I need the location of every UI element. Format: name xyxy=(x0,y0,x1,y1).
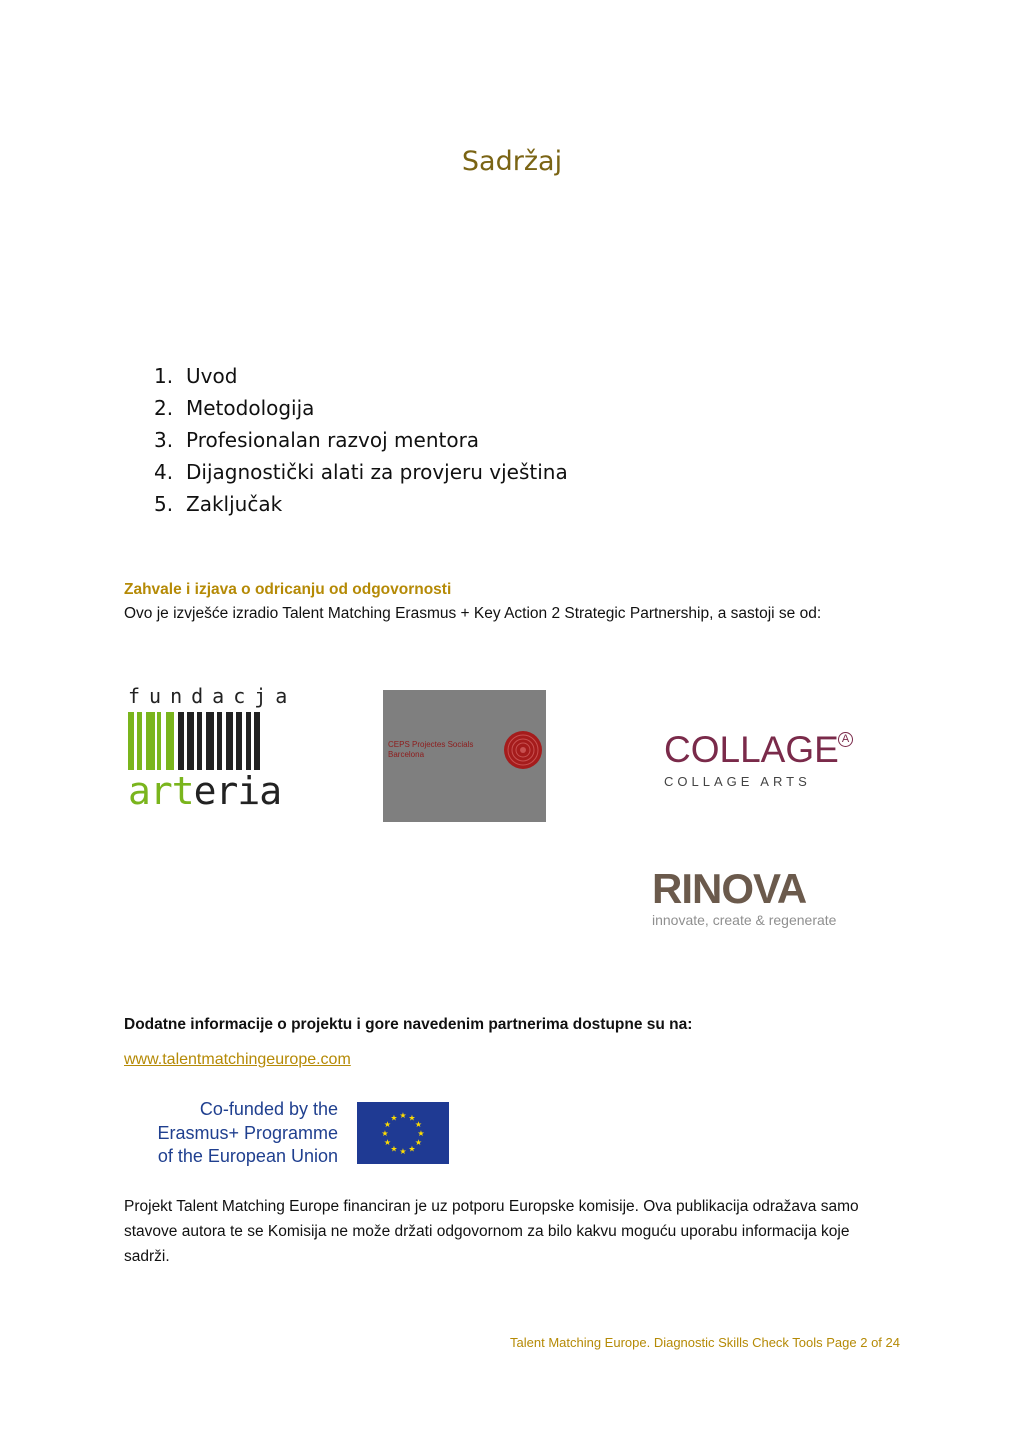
collage-mark-icon: A xyxy=(838,732,853,747)
rinova-logo xyxy=(652,866,852,936)
svg-text:★: ★ xyxy=(414,1138,423,1147)
arteria-wordmark-black: eria xyxy=(193,769,282,813)
toc-item-zakljucak[interactable] xyxy=(154,488,568,520)
svg-text:★: ★ xyxy=(399,1147,407,1156)
erasmus-cofunded-logo xyxy=(140,1098,450,1168)
acknowledgements-text: Ovo je izvješće izradio Talent Matching Erasmus + Key Action 2 Strategic Partnership, a sastoji se od: xyxy=(124,605,822,622)
rinova-wordmark: RINOVA xyxy=(652,865,807,912)
ceps-logo xyxy=(383,690,546,822)
acknowledgements-heading: Zahvale i izjava o odricanju od odgovornosti xyxy=(124,581,452,598)
toc-label: Profesionalan razvoj mentora xyxy=(186,428,480,452)
collage-subtitle: COLLAGE ARTS xyxy=(664,774,811,789)
toc-label: Uvod xyxy=(186,364,238,388)
arteria-logo-wordmark xyxy=(128,769,298,813)
toc-number: 1. xyxy=(154,364,174,388)
cofunded-line-1: Co-funded by the xyxy=(199,1099,338,1119)
toc-number: 5. xyxy=(154,492,174,516)
cofunded-line-3: of the European Union xyxy=(157,1146,338,1166)
ceps-seal-icon xyxy=(503,730,543,770)
svg-text:★: ★ xyxy=(390,1113,398,1123)
svg-text:★: ★ xyxy=(408,1113,416,1123)
more-info-text: Dodatne informacije o projektu i gore navedenim partnerima dostupne su na: xyxy=(124,1016,693,1033)
toc-number: 3. xyxy=(154,428,174,452)
toc-item-razvoj-mentora[interactable] xyxy=(154,424,568,456)
eu-flag-icon xyxy=(357,1102,449,1164)
toc-item-dijagnosticki-alati[interactable] xyxy=(154,456,568,488)
svg-text:★: ★ xyxy=(399,1111,407,1120)
svg-text:★: ★ xyxy=(383,1120,392,1129)
collage-arts-logo xyxy=(664,730,864,800)
arteria-logo-top-text: fundacja xyxy=(128,684,297,708)
toc-item-uvod[interactable] xyxy=(154,360,568,392)
svg-text:★: ★ xyxy=(390,1144,398,1154)
svg-text:★: ★ xyxy=(383,1138,392,1147)
toc-label: Zaključak xyxy=(186,492,283,516)
cofunded-text xyxy=(157,1098,338,1169)
toc-label: Dijagnostički alati za provjeru vještina xyxy=(186,460,568,484)
svg-text:★: ★ xyxy=(414,1120,423,1129)
page-footer: Talent Matching Europe. Diagnostic Skills Check Tools Page 2 of 24 xyxy=(510,1335,900,1350)
fundacja-arteria-logo xyxy=(128,684,298,814)
toc-number: 2. xyxy=(154,396,174,420)
page-title: Sadržaj xyxy=(461,146,563,177)
arteria-wordmark-green: art xyxy=(128,769,194,813)
website-link[interactable]: www.talentmatchingeurope.com xyxy=(124,1051,351,1068)
svg-text:★: ★ xyxy=(408,1144,416,1154)
cofunded-line-2: Erasmus+ Programme xyxy=(157,1122,338,1143)
toc-item-metodologija[interactable] xyxy=(154,392,568,424)
toc-number: 4. xyxy=(154,460,174,484)
collage-wordmark: COLLAGE xyxy=(664,729,839,770)
toc-label: Metodologija xyxy=(186,396,315,420)
svg-text:★: ★ xyxy=(417,1129,425,1138)
table-of-contents xyxy=(154,360,568,520)
funding-disclaimer: Projekt Talent Matching Europe financiran je uz potporu Europske komisije. Ova publikacija odražava samo stavove autora te se Komisija ne može držati odgovornom za bilo kakvu moguću uporabu informacija koje sadrži. xyxy=(124,1198,859,1265)
rinova-tagline: innovate, create & regenerate xyxy=(652,912,837,928)
arteria-barcode-graphic xyxy=(128,712,298,770)
ceps-logo-text: CEPS Projectes Socials Barcelona xyxy=(388,740,474,759)
svg-text:★: ★ xyxy=(381,1129,389,1138)
